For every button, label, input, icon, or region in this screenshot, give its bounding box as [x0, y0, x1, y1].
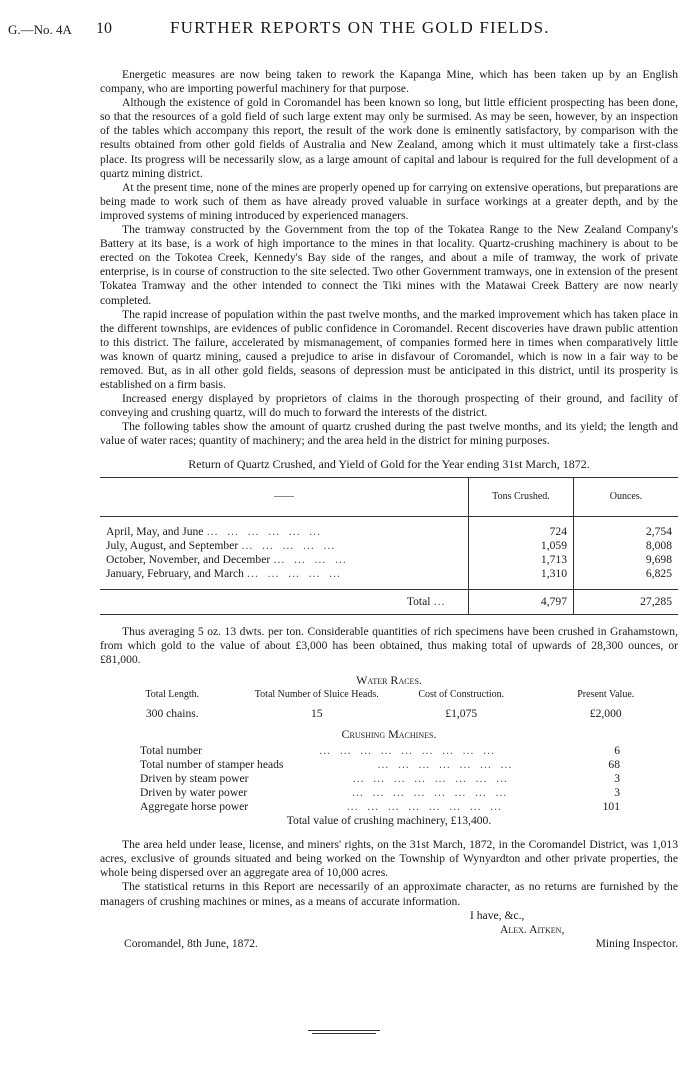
item-label: Driven by water power	[140, 785, 248, 799]
table-row: January, February, and March … … … … … 1,310 6,825	[100, 567, 678, 581]
averaging-paragraph: Thus averaging 5 oz. 13 dwts. per ton. Considerable quantities of rich specimens have been crushed in Grahamstown, from which gold to the value of about £3,000 has been obtained, thus making total of upwards of 28,300 ounces, or £81,000.	[100, 625, 678, 667]
total-tons: 4,797	[469, 590, 574, 615]
row-ounces: 8,008	[574, 539, 679, 553]
row-tons: 1,059	[469, 539, 574, 553]
table-row: April, May, and June … … … … … … 724 2,754	[100, 525, 678, 539]
return-table-title: Return of Quartz Crushed, and Yield of Gold for the Year ending 31st March, 1872.	[188, 456, 590, 471]
water-header-cost: Cost of Construction.	[418, 689, 505, 701]
paragraph: At the present time, none of the mines are properly opened up for carrying on extensive operations, but preparations are being made to work such of them as have already proved valuable in surface workings at a greater depth, and by the improved systems of mining introduced by experienced managers.	[100, 180, 678, 222]
row-tons: 1,310	[469, 567, 574, 581]
crushing-machines-title: Crushing Machines.	[341, 727, 437, 742]
row-tons: 724	[469, 525, 574, 539]
item-label: Aggregate horse power	[140, 799, 249, 813]
table-row: July, August, and September … … … … … 1,059 8,008	[100, 539, 678, 553]
water-races-title: Water Races.	[356, 673, 422, 688]
place-date: Coromandel, 8th June, 1872.	[124, 936, 258, 950]
row-period: April, May, and June	[106, 524, 204, 538]
end-rule	[308, 1030, 380, 1031]
signatory-role: Mining Inspector.	[595, 936, 678, 950]
crushing-total-value: Total value of crushing machinery, £13,400.	[286, 814, 492, 828]
list-item: Total number … … … … … … … … … 6	[140, 743, 620, 757]
page-header	[0, 16, 700, 46]
end-rule	[312, 1033, 376, 1034]
list-item: Driven by steam power … … … … … … … … 3	[140, 771, 620, 785]
water-length: 300 chains.	[145, 707, 199, 721]
table-total-row: Total … 4,797 27,285	[100, 590, 678, 615]
quartz-return-table	[100, 477, 678, 615]
total-label: Total	[406, 594, 431, 608]
water-races-table	[100, 689, 678, 721]
page-title: FURTHER REPORTS ON THE GOLD FIELDS.	[170, 18, 550, 37]
paragraph: Increased energy displayed by proprietors of claims in the thorough prospecting of their ground, and facility of conveying and crushing quartz, will do much to forward the interests of the district.	[100, 392, 678, 420]
paragraph: Energetic measures are now being taken to rework the Kapanga Mine, which has been taken up by an English company, who are importing powerful machinery for that purpose.	[100, 68, 678, 96]
row-ounces: 6,825	[574, 567, 679, 581]
salutation: I have, &c.,	[470, 908, 525, 922]
water-header-sluice: Total Number of Sluice Heads.	[254, 689, 379, 701]
item-value: 6	[614, 743, 620, 757]
table-header-ounces: Ounces.	[574, 477, 679, 516]
table-row: October, November, and December … … … … 1,713 9,698	[100, 553, 678, 567]
report-body	[100, 68, 678, 955]
water-present-value: £2,000	[589, 707, 622, 721]
paragraph: The following tables show the amount of quartz crushed during the past twelve months, and its yield; the length and value of water races; quantity of machinery; and the area held in the district for mining purposes.	[100, 420, 678, 448]
row-period: January, February, and March	[106, 566, 244, 580]
water-cost: £1,075	[445, 707, 478, 721]
row-ounces: 9,698	[574, 553, 679, 567]
row-tons: 1,713	[469, 553, 574, 567]
paragraph: The tramway constructed by the Government from the top of the Tokatea Range to the New Zealand Company's Battery at its base, is a work of high importance to the mines in that locality. Quartz-crushing machinery is about to be erected on the Tokotea Creek, Kennedy's Bay side of the ranges, and about a mile of tramway, the work of private enterprise, is in course of construction to the site selected. Two other Government tramways, one in extension of the present Tokatea Tramway and the other intended to connect the Tiki mines with the Matawai Creek Battery are now nearly completed.	[100, 223, 678, 307]
paragraph: The rapid increase of population within the past twelve months, and the marked improvement which has taken place in the different townships, are evidences of public confidence in Coromandel. Recent discoveries have drawn public attention to this district. The failure, accelerated by mismanagement, of companies formed here in times when comparatively little was known of quartz mining, caused a prejudice to arise in disfavour of Coromandel, which is now in a fair way to be removed. But, as in all other gold fields, seasons of depression must be anticipated in this district, until its prosperity is established on a firm basis.	[100, 307, 678, 392]
item-value: 3	[614, 771, 620, 785]
list-item: Driven by water power … … … … … … … … 3	[140, 785, 620, 799]
item-label: Total number	[140, 743, 202, 757]
item-label: Driven by steam power	[140, 771, 249, 785]
row-ounces: 2,754	[574, 525, 679, 539]
total-ounces: 27,285	[574, 590, 679, 615]
page-number: 10	[96, 20, 112, 37]
list-item: Total number of stamper heads … … … … … … … 68	[140, 757, 620, 771]
document-reference: G.—No. 4A	[8, 22, 72, 37]
row-period: July, August, and September	[106, 538, 239, 552]
item-value: 3	[614, 785, 620, 799]
item-label: Total number of stamper heads	[140, 757, 284, 771]
table-header-blank: ——	[100, 477, 469, 516]
item-value: 68	[608, 757, 620, 771]
crushing-machines-list	[140, 744, 620, 814]
list-item: Aggregate horse power … … … … … … … … 101	[140, 799, 620, 813]
paragraph: Although the existence of gold in Coromandel has been known so long, but little efficient prospecting has been done, so that the resources of a gold field of such large extent may only be surmised. As may be seen, however, by an inspection of the tables which accompany this report, the result of the work done is eminently satisfactory, by comparison with the results obtained from other gold fields of Australia and New Zealand, among which it must ultimately take a first-class place. Its progress will be necessarily slow, as a large amount of capital and labour is required for the full development of a quartz mining district.	[100, 96, 678, 180]
signatory-name: Alex. Aitken,	[500, 922, 565, 936]
table-header-tons: Tons Crushed.	[469, 477, 574, 516]
row-period: October, November, and December	[106, 552, 271, 566]
item-value: 101	[602, 799, 620, 813]
paragraph: The statistical returns in this Report are necessarily of an approximate character, as no returns are furnished by the managers of crushing machines or mines, as a means of accurate information.	[100, 880, 678, 908]
signature-block	[100, 909, 678, 955]
table-header-row	[100, 477, 678, 516]
water-sluice-heads: 15	[310, 707, 323, 721]
water-header-value: Present Value.	[577, 689, 635, 701]
water-header-length: Total Length.	[145, 689, 200, 701]
paragraph: The area held under lease, license, and miners' rights, on the 31st March, 1872, in the Coromandel District, was 1,013 acres, exclusive of grounds situated and being worked on the Township of Wynyardton and other private properties, the whole being dispersed over an aggregate area of 10,000 acres.	[100, 838, 678, 880]
